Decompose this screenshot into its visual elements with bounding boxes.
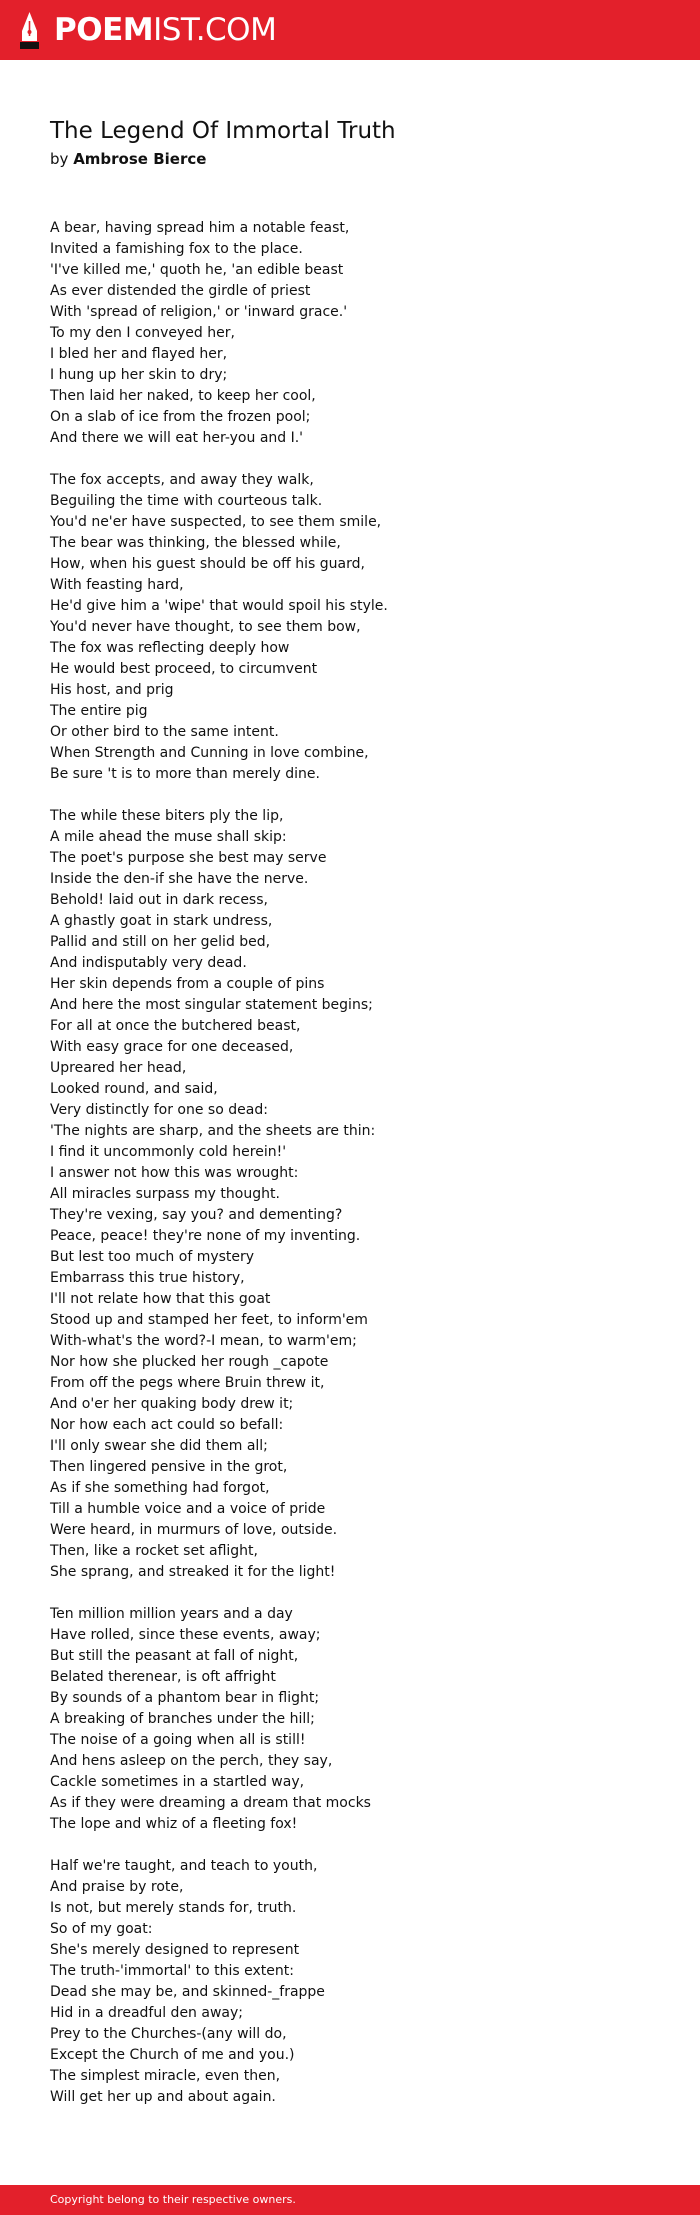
poem-line: She sprang, and streaked it for the light!	[50, 1564, 336, 1580]
poem-line: As if she something had forgot,	[50, 1480, 270, 1496]
author-name: Ambrose Bierce	[73, 150, 207, 168]
poem-line: By sounds of a phantom bear in flight;	[50, 1690, 320, 1706]
poem-line: Prey to the Churches-(any will do,	[50, 2026, 287, 2042]
poem-line: With-what's the word?-I mean, to warm'em;	[50, 1333, 357, 1349]
poem-line: Then lingered pensive in the grot,	[50, 1459, 288, 1475]
poem-line: Will get her up and about again.	[50, 2089, 276, 2105]
poem-line: The lope and whiz of a fleeting fox!	[50, 1816, 298, 1832]
poem-line: To my den I conveyed her,	[50, 325, 235, 341]
poem-line: I hung up her skin to dry;	[50, 367, 228, 383]
poem-line: How, when his guest should be off his guard,	[50, 556, 365, 572]
copyright-notice: Copyright belong to their respective owners.	[50, 2193, 296, 2206]
poem-line: Invited a famishing fox to the place.	[50, 241, 303, 257]
poem-line: Hid in a dreadful den away;	[50, 2005, 243, 2021]
poem-line: Dead she may be, and skinned-_frappe	[50, 1984, 325, 2000]
poem-line: The poet's purpose she best may serve	[50, 850, 327, 866]
poem-line: Behold! laid out in dark recess,	[50, 892, 268, 908]
poem-line: Ten million million years and a day	[50, 1606, 293, 1622]
poem-line: They're vexing, say you? and dementing?	[50, 1207, 343, 1223]
poem-line: Or other bird to the same intent.	[50, 724, 279, 740]
poem-line: The simplest miracle, even then,	[50, 2068, 281, 2084]
poem-line: Inside the den-if she have the nerve.	[50, 871, 309, 887]
poem-line: Her skin depends from a couple of pins	[50, 976, 325, 992]
poem-line: Nor how she plucked her rough _capote	[50, 1354, 329, 1370]
poem-line: The fox was reflecting deeply how	[50, 640, 290, 656]
poem-line: I answer not how this was wrought:	[50, 1165, 299, 1181]
poem-line: On a slab of ice from the frozen pool;	[50, 409, 311, 425]
poem-line: Embarrass this true history,	[50, 1270, 245, 1286]
poem-line: Beguiling the time with courteous talk.	[50, 493, 323, 509]
byline	[50, 148, 206, 170]
poem-line: When Strength and Cunning in love combine,	[50, 745, 369, 761]
poem-line: You'd ne'er have suspected, to see them smile,	[50, 514, 382, 530]
poem-line: Be sure 't is to more than merely dine.	[50, 766, 320, 782]
poem-line: Upreared her head,	[50, 1060, 187, 1076]
poem-line: The fox accepts, and away they walk,	[50, 472, 314, 488]
logo-text-bold: POEM	[54, 12, 154, 48]
poem-stanza	[50, 1604, 670, 1835]
poem-line: 'I've killed me,' quoth he, 'an edible beast	[50, 262, 344, 278]
poem-line: The while these biters ply the lip,	[50, 808, 284, 824]
poem-line: Except the Church of me and you.)	[50, 2047, 295, 2063]
poem-line: And o'er her quaking body drew it;	[50, 1396, 294, 1412]
poem-line: Till a humble voice and a voice of pride	[50, 1501, 326, 1517]
poem-line: For all at once the butchered beast,	[50, 1018, 301, 1034]
poem-line: Looked round, and said,	[50, 1081, 218, 1097]
poem-line: Half we're taught, and teach to youth,	[50, 1858, 318, 1874]
poem-line: 'The nights are sharp, and the sheets are thin:	[50, 1123, 376, 1139]
poem-line: Then, like a rocket set aflight,	[50, 1543, 258, 1559]
poem-line: All miracles surpass my thought.	[50, 1186, 280, 1202]
poem-title: The Legend Of Immortal Truth	[50, 118, 396, 144]
site-header	[0, 0, 700, 60]
poem-line: I bled her and flayed her,	[50, 346, 228, 362]
poem-line: The truth-'immortal' to this extent:	[50, 1963, 294, 1979]
poem-body	[50, 218, 670, 2129]
poem-line: A breaking of branches under the hill;	[50, 1711, 315, 1727]
poem-line: Stood up and stamped her feet, to inform'em	[50, 1312, 368, 1328]
poem-line: A mile ahead the muse shall skip:	[50, 829, 287, 845]
poem-line: Is not, but merely stands for, truth.	[50, 1900, 297, 1916]
poem-line: A ghastly goat in stark undress,	[50, 913, 273, 929]
poem-line: From off the pegs where Bruin threw it,	[50, 1375, 325, 1391]
poem-stanza	[50, 1856, 670, 2108]
poem-line: As ever distended the girdle of priest	[50, 283, 311, 299]
poem-line: As if they were dreaming a dream that mocks	[50, 1795, 371, 1811]
poem-line: I'll only swear she did them all;	[50, 1438, 268, 1454]
site-logo-link[interactable]	[17, 11, 276, 50]
poem-line: Nor how each act could so befall:	[50, 1417, 284, 1433]
poem-line: Then laid her naked, to keep her cool,	[50, 388, 316, 404]
poem-line: His host, and prig	[50, 682, 174, 698]
poem-line: And hens asleep on the perch, they say,	[50, 1753, 333, 1769]
poem-line: Cackle sometimes in a startled way,	[50, 1774, 305, 1790]
poem-line: Very distinctly for one so dead:	[50, 1102, 268, 1118]
poem-line: Pallid and still on her gelid bed,	[50, 934, 271, 950]
poem-stanza	[50, 806, 670, 1583]
poem-line: And there we will eat her-you and I.'	[50, 430, 304, 446]
poem-line: A bear, having spread him a notable feast,	[50, 220, 350, 236]
logo-text-light: IST.COM	[153, 12, 277, 48]
poem-line: But still the peasant at fall of night,	[50, 1648, 299, 1664]
poem-line: With easy grace for one deceased,	[50, 1039, 294, 1055]
poem-line: She's merely designed to represent	[50, 1942, 300, 1958]
poem-line: Have rolled, since these events, away;	[50, 1627, 321, 1643]
byline-label: by	[50, 150, 69, 168]
poem-line: The noise of a going when all is still!	[50, 1732, 306, 1748]
poem-line: So of my goat:	[50, 1921, 153, 1937]
poem-line: With feasting hard,	[50, 577, 184, 593]
poem-stanza	[50, 470, 670, 785]
poem-line: He'd give him a 'wipe' that would spoil his style.	[50, 598, 388, 614]
poem-line: And indisputably very dead.	[50, 955, 247, 971]
site-footer	[0, 2185, 700, 2215]
site-logo-text	[54, 11, 276, 50]
poem-stanza	[50, 218, 670, 449]
poem-line: Peace, peace! they're none of my inventing.	[50, 1228, 361, 1244]
poem-line: The entire pig	[50, 703, 148, 719]
poem-line: You'd never have thought, to see them bow,	[50, 619, 361, 635]
poem-line: I find it uncommonly cold herein!'	[50, 1144, 287, 1160]
poem-line: And here the most singular statement begins;	[50, 997, 373, 1013]
poem-line: Were heard, in murmurs of love, outside.	[50, 1522, 338, 1538]
poem-line: The bear was thinking, the blessed while,	[50, 535, 341, 551]
poem-line: But lest too much of mystery	[50, 1249, 255, 1265]
poem-line: I'll not relate how that this goat	[50, 1291, 271, 1307]
pen-nib-icon	[17, 11, 42, 50]
poem-line: He would best proceed, to circumvent	[50, 661, 318, 677]
poem-line: And praise by rote,	[50, 1879, 184, 1895]
poem-line: With 'spread of religion,' or 'inward grace.'	[50, 304, 348, 320]
poem-line: Belated therenear, is oft affright	[50, 1669, 276, 1685]
